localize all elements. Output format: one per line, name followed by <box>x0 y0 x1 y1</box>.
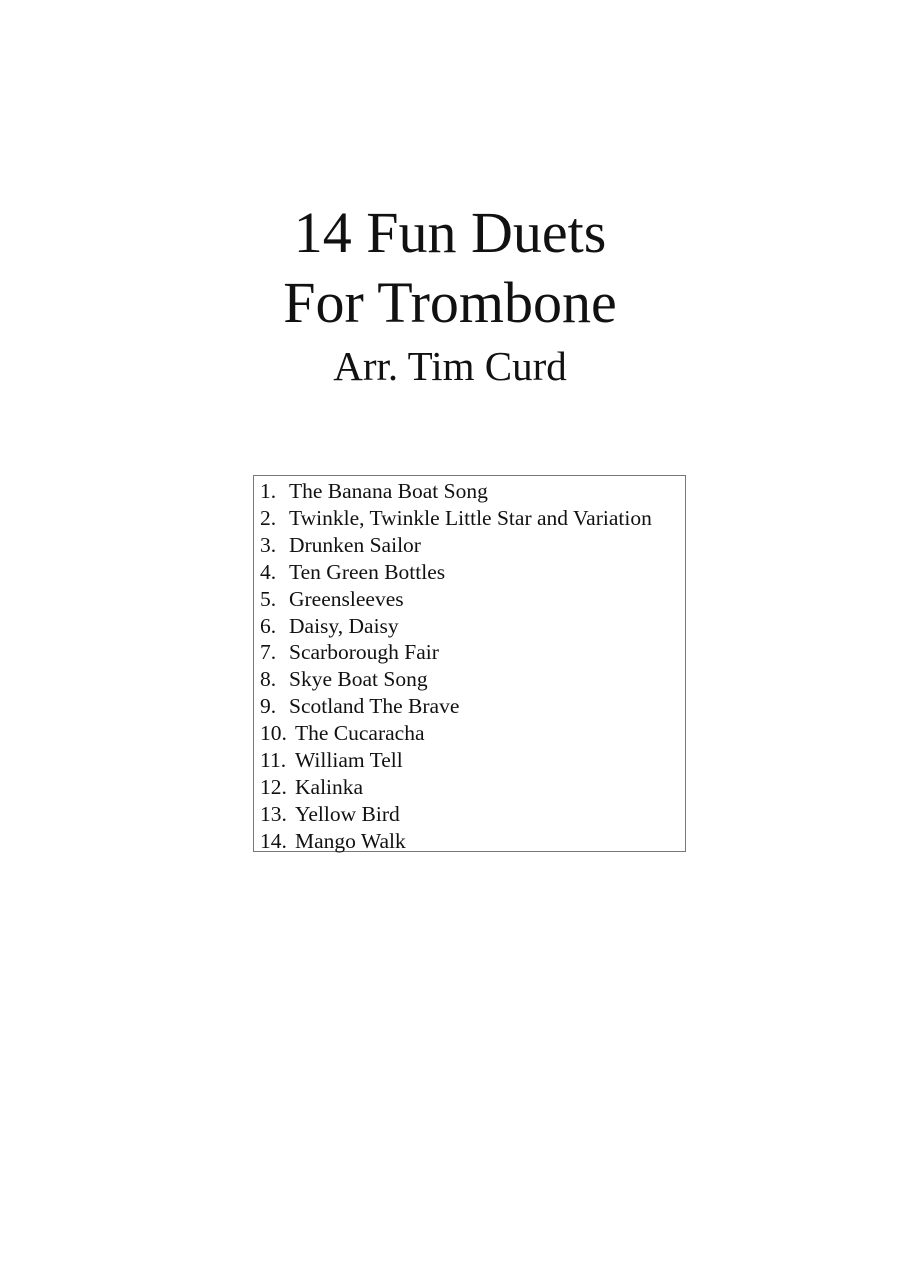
list-item <box>260 613 685 640</box>
item-number: 3. <box>260 532 277 557</box>
contents-list <box>260 478 685 855</box>
list-item <box>260 532 685 559</box>
item-title: Yellow Bird <box>295 801 400 826</box>
item-title: Twinkle, Twinkle Little Star and Variation <box>289 505 652 530</box>
list-item <box>260 828 685 855</box>
item-title: Scotland The Brave <box>289 694 460 719</box>
item-title: The Banana Boat Song <box>289 479 488 503</box>
item-title: Greensleeves <box>289 586 404 611</box>
item-title: Skye Boat Song <box>289 667 428 692</box>
list-item <box>260 559 685 586</box>
page-title-line-1: 14 Fun Duets <box>293 200 607 265</box>
list-item <box>260 774 685 801</box>
item-number: 6. <box>260 613 277 638</box>
item-title: Kalinka <box>295 774 364 799</box>
item-title: Daisy, Daisy <box>289 613 399 638</box>
item-number: 11. <box>260 748 287 773</box>
item-title: Ten Green Bottles <box>289 559 446 584</box>
item-number: 1. <box>260 479 277 503</box>
list-item <box>260 505 685 532</box>
item-number: 12. <box>260 774 287 799</box>
arranger-credit: Arr. Tim Curd <box>333 343 567 389</box>
item-number: 14. <box>260 828 287 853</box>
list-item <box>260 747 685 774</box>
list-item <box>260 801 685 828</box>
item-number: 2. <box>260 505 277 530</box>
item-title: Mango Walk <box>295 828 406 853</box>
list-item <box>260 586 685 613</box>
item-number: 8. <box>260 667 277 692</box>
list-item <box>260 478 685 505</box>
item-title: William Tell <box>295 748 403 773</box>
item-title: Drunken Sailor <box>289 532 421 557</box>
item-number: 4. <box>260 559 277 584</box>
list-item <box>260 693 685 720</box>
item-title: Scarborough Fair <box>289 640 439 665</box>
item-number: 13. <box>260 801 287 826</box>
list-item <box>260 720 685 747</box>
contents-box <box>253 475 686 852</box>
page-title-line-2: For Trombone <box>283 270 617 335</box>
item-number: 9. <box>260 694 277 719</box>
item-number: 5. <box>260 586 277 611</box>
title-block <box>0 198 900 392</box>
list-item <box>260 639 685 666</box>
list-item <box>260 666 685 693</box>
item-number: 7. <box>260 640 277 665</box>
item-number: 10. <box>260 721 287 746</box>
item-title: The Cucaracha <box>295 721 425 746</box>
